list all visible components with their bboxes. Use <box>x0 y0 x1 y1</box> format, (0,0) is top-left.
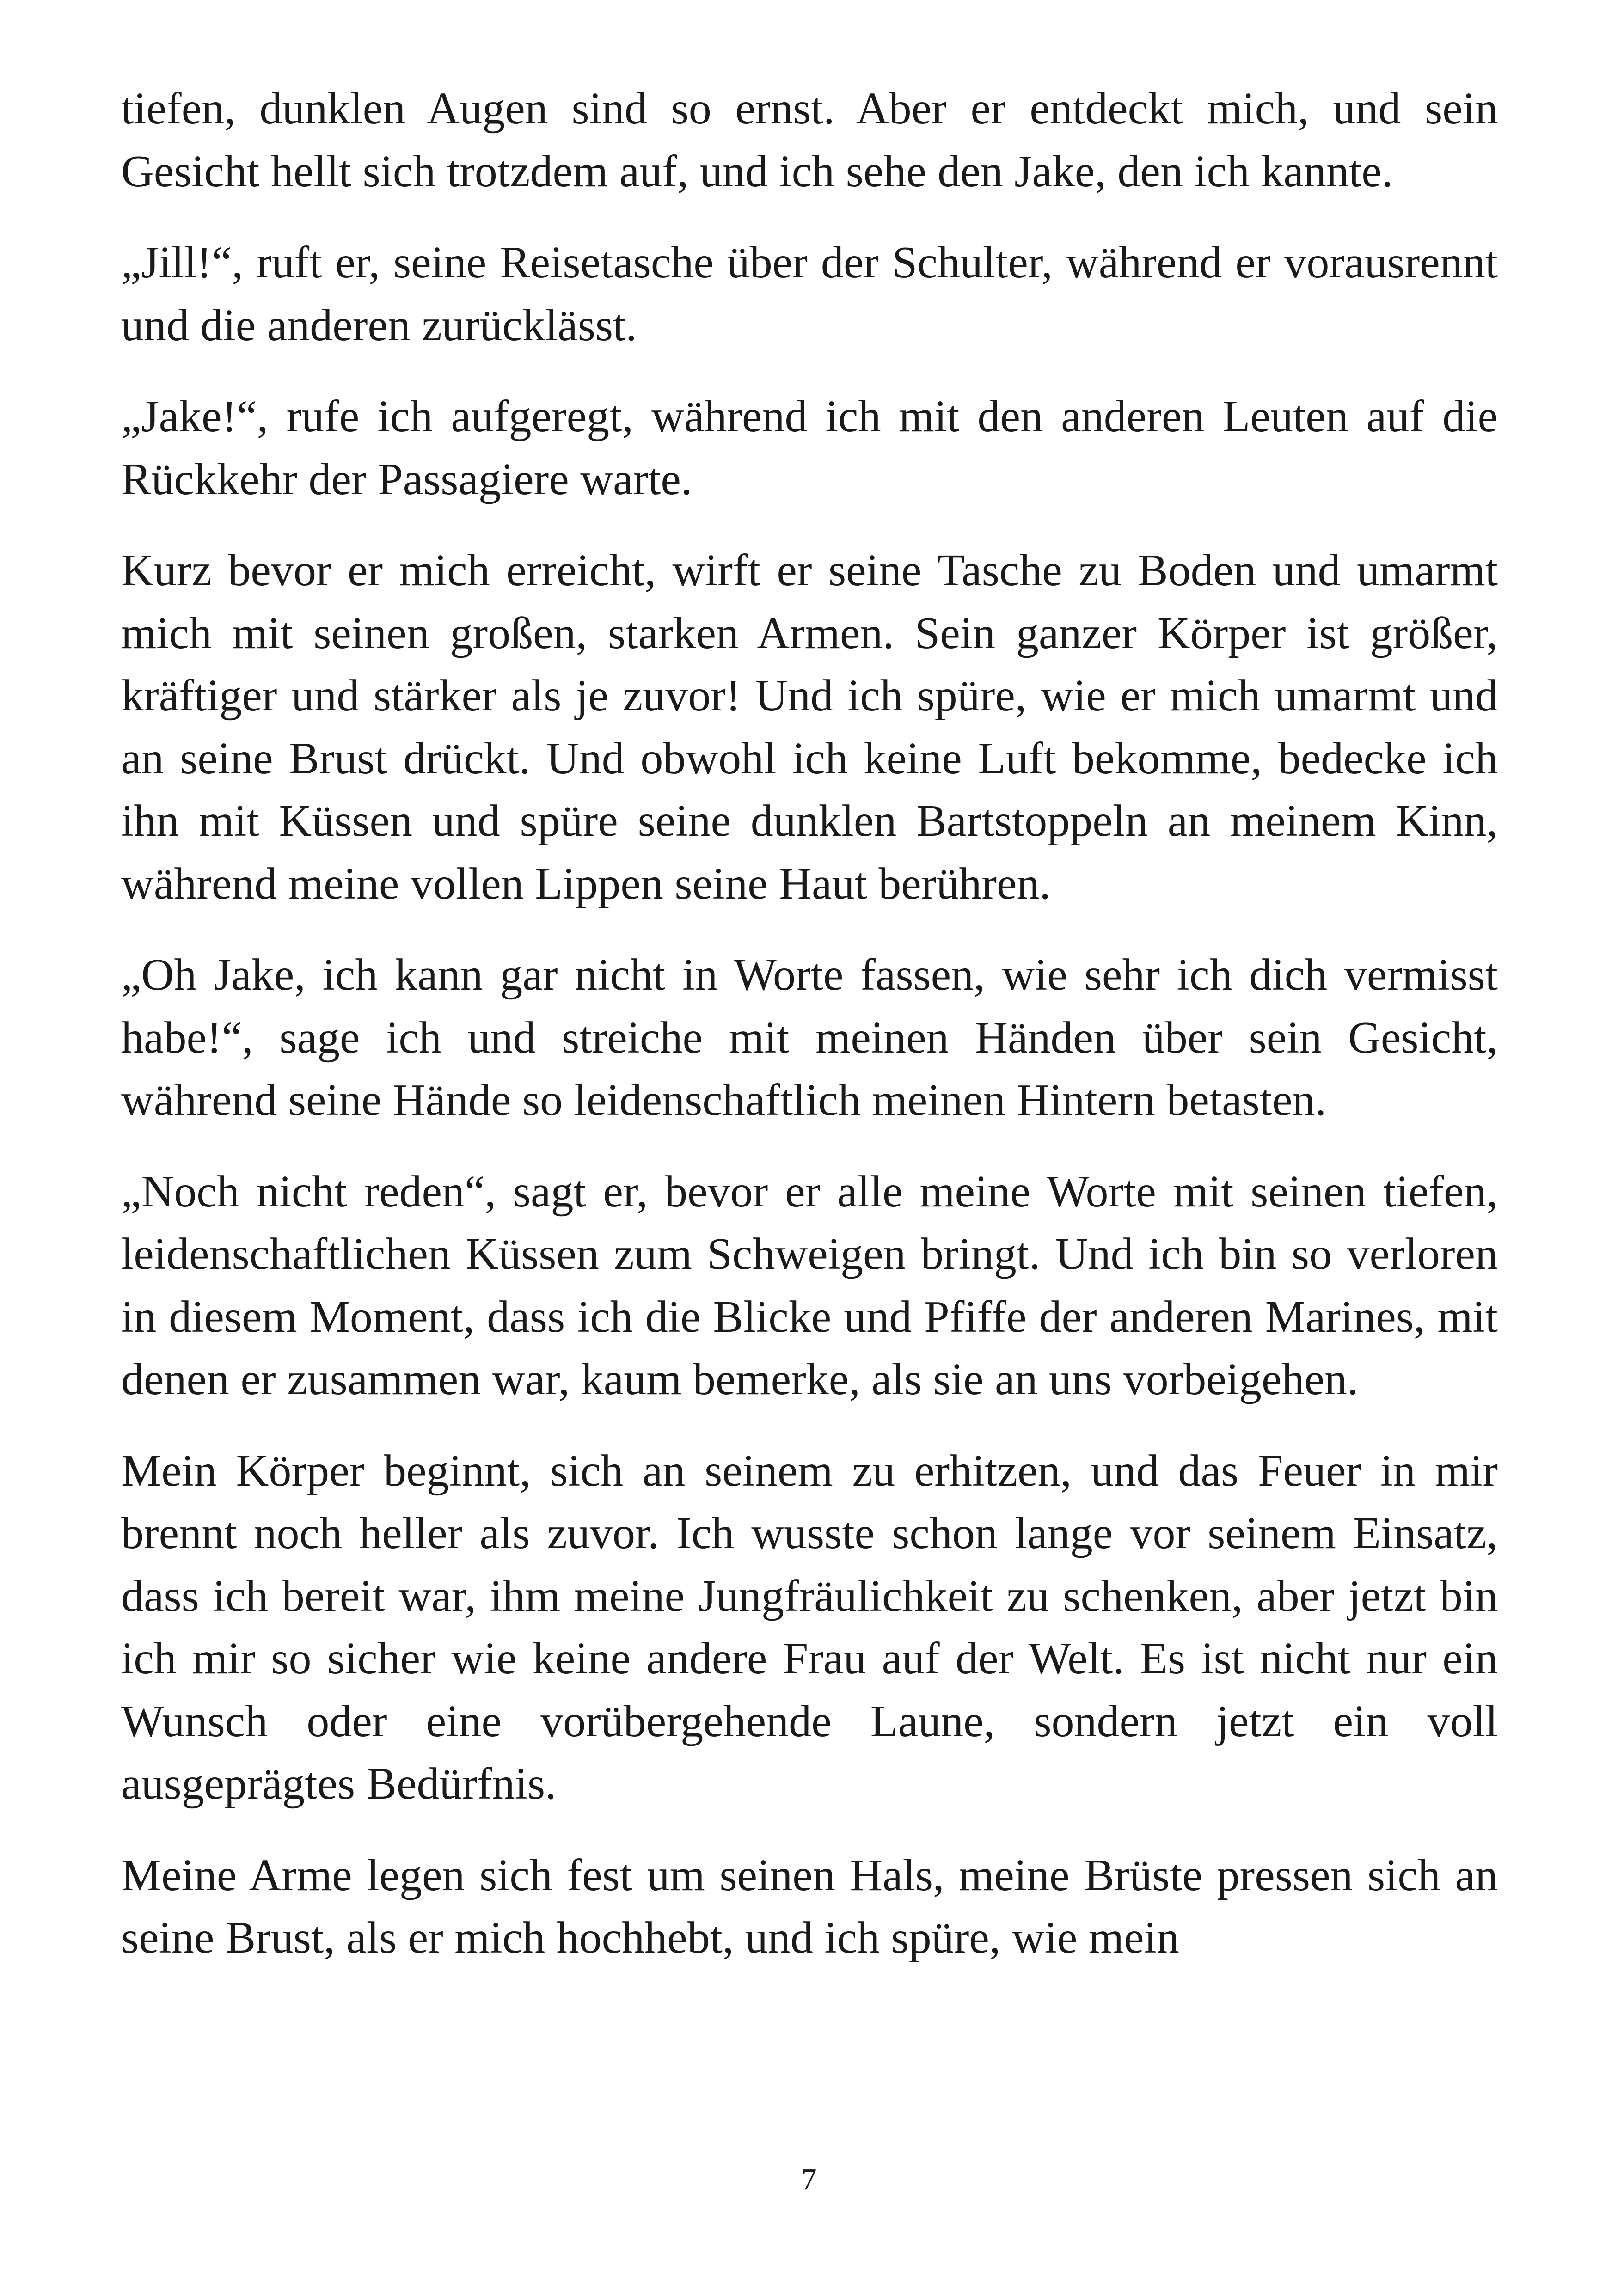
paragraph-2: „Jill!“, ruft er, seine Reisetasche über der Schulter, während er vorausrennt und die anderen zurücklässt. <box>121 238 1498 350</box>
paragraph-1: tiefen, dunklen Augen sind so ernst. Aber er entdeckt mich, und sein Gesicht hellt sich trotzdem auf, und ich sehe den Jake, den ich kannte. <box>121 84 1498 196</box>
paragraph-8: Meine Arme legen sich fest um seinen Hals, meine Brüste pressen sich an seine Brust, als er mich hochhebt, und ich spüre, wie mein <box>121 1850 1498 1963</box>
paragraph-3: „Jake!“, rufe ich aufgeregt, während ich mit den anderen Leuten auf die Rückkehr der Passagiere warte. <box>121 392 1498 504</box>
paragraph-4: Kurz bevor er mich erreicht, wirft er seine Tasche zu Boden und umarmt mich mit seinen großen, starken Armen. Sein ganzer Körper ist größer, kräftiger und stärker als je zuvor! Und ich spüre, wie er mich umarmt und an seine Brust drückt. Und obwohl ich keine Luft bekomme, bedecke ich ihn mit Küssen und spüre seine dunklen Bartstoppeln an meinem Kinn, während meine vollen Lippen seine Haut berühren. <box>121 545 1498 909</box>
page-number: 7 <box>801 2162 817 2196</box>
paragraph-6: „Noch nicht reden“, sagt er, bevor er alle meine Worte mit seinen tiefen, leidenschaftlichen Küssen zum Schweigen bringt. Und ich bin so verloren in diesem Moment, dass ich die Blicke und Pfiffe der anderen Marines, mit denen er zusammen war, kaum bemerke, als sie an uns vorbeigehen. <box>121 1166 1498 1404</box>
paragraph-7: Mein Körper beginnt, sich an seinem zu erhitzen, und das Feuer in mir brennt noch heller als zuvor. Ich wusste schon lange vor seinem Einsatz, dass ich bereit war, ihm meine Jungfräulichkeit zu schenken, aber jetzt bin ich mir so sicher wie keine andere Frau auf der Welt. Es ist nicht nur ein Wunsch oder eine vorübergehende Laune, sondern jetzt ein voll ausgeprägtes Bedürfnis. <box>121 1445 1498 1809</box>
body-text <box>121 78 1498 1998</box>
paragraph-5: „Oh Jake, ich kann gar nicht in Worte fassen, wie sehr ich dich vermisst habe!“, sage ich und streiche mit meinen Händen über sein Gesicht, während seine Hände so leidenschaftlich meinen Hintern betasten. <box>121 950 1498 1125</box>
